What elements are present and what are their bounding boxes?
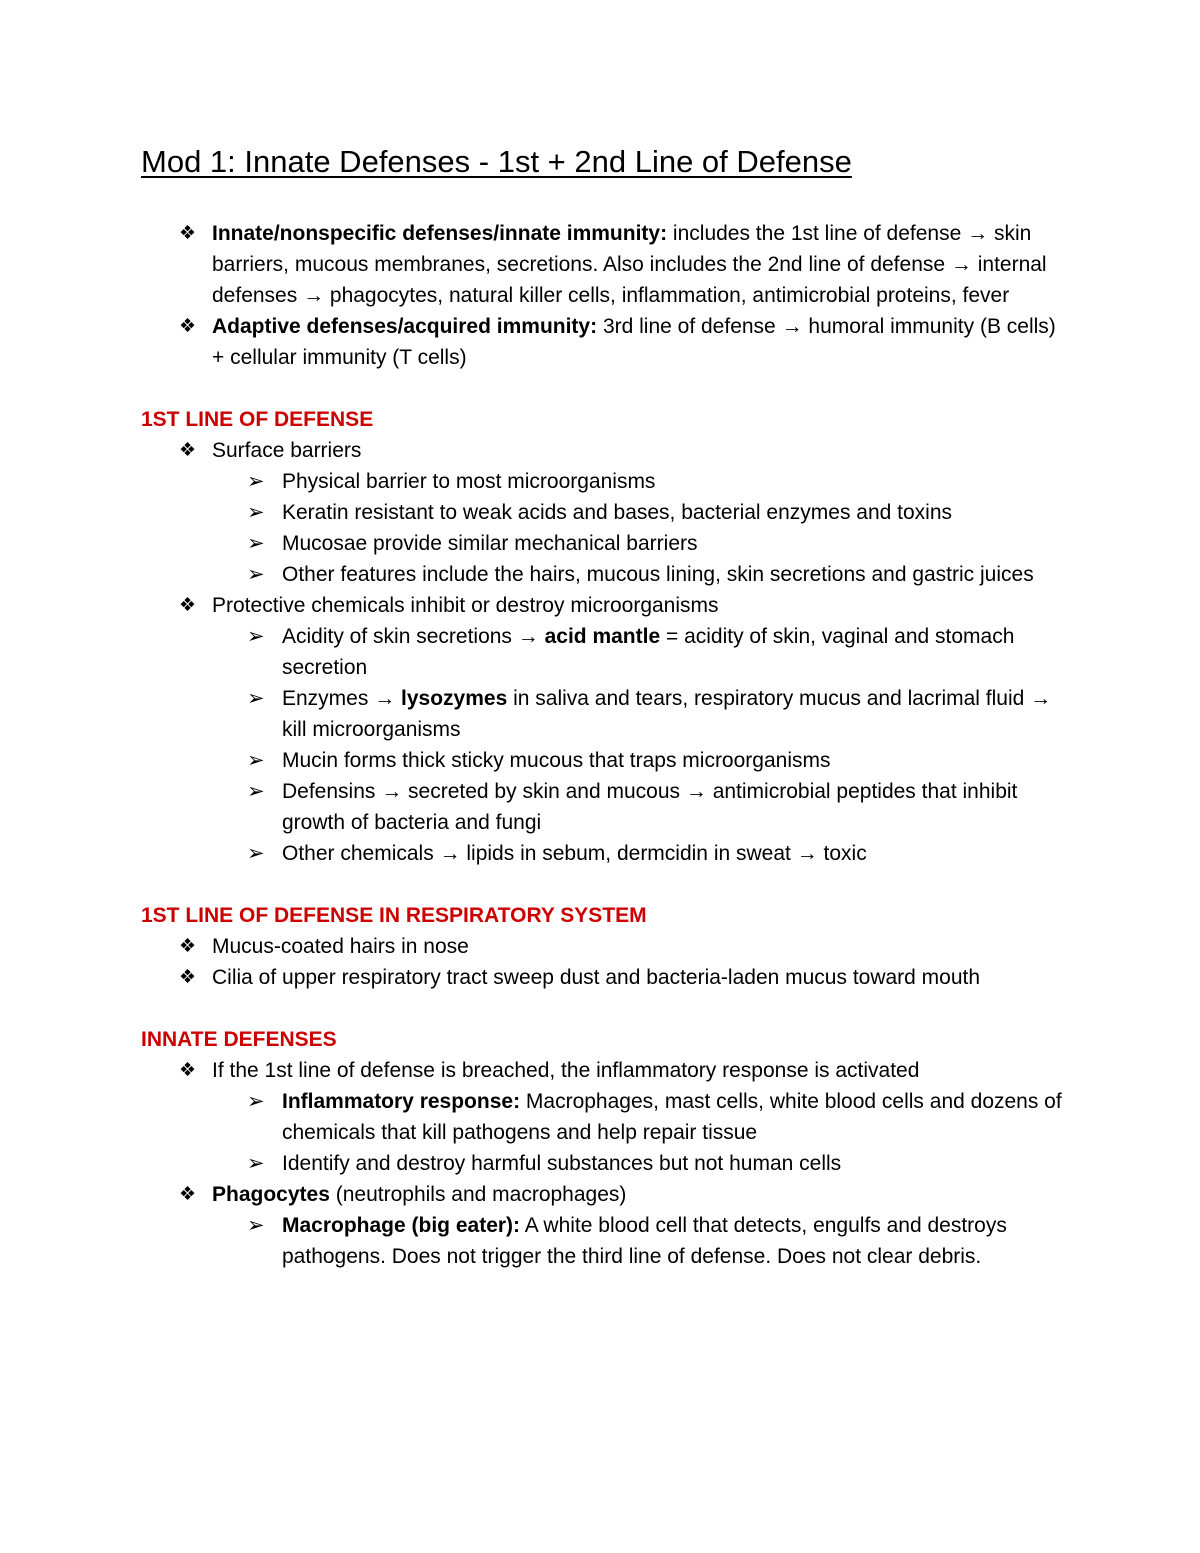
term-bold: Adaptive defenses/acquired immunity:	[212, 315, 598, 338]
sub-list-item	[141, 1148, 1071, 1179]
item-text: Other features include the hairs, mucous lining, skin secretions and gastric juices	[282, 563, 1034, 586]
arrow-bullet-icon: ➢	[247, 1090, 265, 1113]
diamond-bullet-icon: ❖	[179, 1184, 197, 1205]
sub-list-item	[141, 466, 1071, 497]
item-text: Protective chemicals inhibit or destroy microorganisms	[212, 594, 719, 617]
document-body	[141, 218, 1071, 1272]
sub-list-item	[141, 838, 1071, 869]
list-item	[141, 1055, 1071, 1086]
arrow-bullet-icon: ➢	[247, 749, 265, 772]
term-bold: Phagocytes	[212, 1183, 330, 1206]
item-text: Defensins → secreted by skin and mucous → antimicrobial peptides that inhibit growth of bacteria and fungi	[282, 780, 1018, 834]
list-item	[141, 1179, 1071, 1210]
sub-list-item	[141, 745, 1071, 776]
arrow-bullet-icon: ➢	[247, 501, 265, 524]
diamond-bullet-icon: ❖	[179, 223, 197, 244]
item-text: A white blood cell that detects, engulfs and destroys pathogens. Does not trigger the third line of defense. Does not clear debris.	[282, 1214, 1007, 1268]
sub-list-item	[141, 776, 1071, 838]
intro-item-adaptive	[141, 311, 1071, 373]
term-bold: Inflammatory response:	[282, 1090, 521, 1113]
list-item	[141, 590, 1071, 621]
sub-list-item	[141, 683, 1071, 745]
arrow-bullet-icon: ➢	[247, 842, 265, 865]
arrow-bullet-icon: ➢	[247, 780, 265, 803]
section-heading-first-line: 1ST LINE OF DEFENSE	[141, 408, 374, 431]
diamond-bullet-icon: ❖	[179, 1060, 197, 1081]
section-heading-innate: INNATE DEFENSES	[141, 1028, 337, 1051]
section-heading-respiratory: 1ST LINE OF DEFENSE IN RESPIRATORY SYSTEM	[141, 904, 647, 927]
item-text: Cilia of upper respiratory tract sweep dust and bacteria-laden mucus toward mouth	[212, 966, 981, 989]
sub-list-item	[141, 497, 1071, 528]
item-text: = acidity of skin, vaginal and stomach secretion	[282, 625, 1015, 679]
term-bold: lysozymes	[401, 687, 508, 710]
item-text: Other chemicals → lipids in sebum, dermcidin in sweat → toxic	[282, 842, 867, 865]
diamond-bullet-icon: ❖	[179, 595, 197, 616]
item-text: Macrophages, mast cells, white blood cells and dozens of chemicals that kill pathogens and help repair tissue	[282, 1090, 1062, 1144]
item-text: (neutrophils and macrophages)	[329, 1183, 627, 1206]
item-text: Mucosae provide similar mechanical barriers	[282, 532, 698, 555]
sub-list-item	[141, 1210, 1071, 1272]
item-text: Surface barriers	[212, 439, 362, 462]
list-item	[141, 931, 1071, 962]
arrow-bullet-icon: ➢	[247, 563, 265, 586]
diamond-bullet-icon: ❖	[179, 936, 197, 957]
item-text: Identify and destroy harmful substances but not human cells	[282, 1152, 842, 1175]
list-item	[141, 435, 1071, 466]
list-item	[141, 962, 1071, 993]
term-bold: acid mantle	[544, 625, 661, 648]
arrow-bullet-icon: ➢	[247, 687, 265, 710]
sub-list-item	[141, 528, 1071, 559]
diamond-bullet-icon: ❖	[179, 440, 197, 461]
item-text: Keratin resistant to weak acids and bases, bacterial enzymes and toxins	[282, 501, 953, 524]
page-title: Mod 1: Innate Defenses - 1st + 2nd Line of Defense	[141, 144, 852, 179]
item-text: includes the 1st line of defense → skin barriers, mucous membranes, secretions. Also includes the 2nd line of defense → internal defenses → phagocytes, natural killer cells, inflammation, antimicrobial proteins, fever	[212, 222, 1047, 307]
item-text: 3rd line of defense → humoral immunity (B cells) + cellular immunity (T cells)	[212, 315, 1056, 369]
item-text: If the 1st line of defense is breached, the inflammatory response is activated	[212, 1059, 920, 1082]
item-text: Acidity of skin secretions →	[282, 625, 545, 648]
intro-item-innate	[141, 218, 1071, 311]
intro-list	[141, 218, 1071, 373]
term-bold: Innate/nonspecific defenses/innate immunity:	[212, 222, 668, 245]
arrow-bullet-icon: ➢	[247, 1214, 265, 1237]
arrow-bullet-icon: ➢	[247, 1152, 265, 1175]
arrow-bullet-icon: ➢	[247, 532, 265, 555]
item-text: Physical barrier to most microorganisms	[282, 470, 656, 493]
term-bold: Macrophage (big eater):	[282, 1214, 521, 1237]
arrow-bullet-icon: ➢	[247, 625, 265, 648]
item-text: Mucus-coated hairs in nose	[212, 935, 469, 958]
arrow-bullet-icon: ➢	[247, 470, 265, 493]
sub-list-item	[141, 559, 1071, 590]
sub-list-item	[141, 1086, 1071, 1148]
diamond-bullet-icon: ❖	[179, 316, 197, 337]
diamond-bullet-icon: ❖	[179, 967, 197, 988]
item-text: Mucin forms thick sticky mucous that traps microorganisms	[282, 749, 831, 772]
sub-list-item	[141, 621, 1071, 683]
item-text: Enzymes →	[282, 687, 402, 710]
item-text: in saliva and tears, respiratory mucus and lacrimal fluid → kill microorganisms	[282, 687, 1052, 741]
